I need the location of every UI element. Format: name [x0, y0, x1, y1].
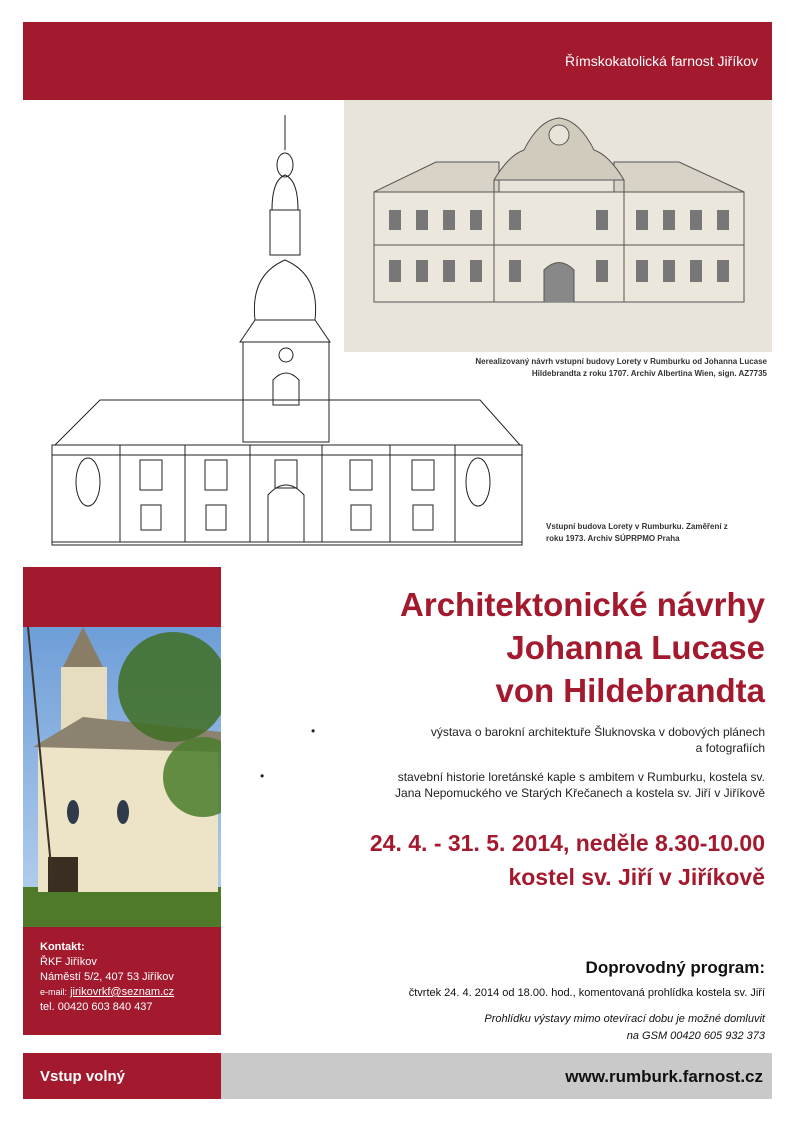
church-photo	[23, 627, 221, 927]
church-elevation-drawing	[40, 110, 540, 550]
bullet-item	[280, 769, 765, 801]
bullet-item	[330, 724, 765, 756]
program-note-line: na GSM 00420 605 932 373	[626, 1030, 765, 1042]
entry-box	[23, 1053, 221, 1099]
program-heading: Doprovodný program:	[585, 958, 765, 977]
exhibition-title	[240, 583, 765, 712]
email-label: e-mail:	[40, 987, 68, 997]
event-info	[240, 826, 765, 894]
website-link[interactable]: www.rumburk.farnost.cz	[565, 1067, 763, 1086]
lorety-design-caption	[440, 356, 767, 380]
bullet-line: Jana Nepomuckého ve Starých Křečanech a kostela sv. Jiří v Jiříkově	[395, 786, 765, 800]
header-bar	[23, 22, 772, 100]
program-note	[340, 1011, 765, 1045]
event-dates: 24. 4. - 31. 5. 2014, neděle 8.30-10.00	[369, 830, 765, 856]
program-note-line: Prohlídku výstavy mimo otevírací dobu je možné domluvit	[484, 1013, 765, 1025]
caption-line: Vstupní budova Lorety v Rumburku. Zaměření z	[546, 522, 728, 531]
contact-name: ŘKF Jiříkov	[40, 956, 97, 968]
bullet-dot: •	[260, 769, 265, 783]
caption-line: Nerealizovaný návrh vstupní budovy Lorety v Rumburku od Johanna Lucase	[475, 357, 767, 366]
entry-label: Vstup volný	[40, 1068, 126, 1085]
lorety-survey-caption	[546, 521, 766, 545]
title-line: Architektonické návrhy	[400, 586, 765, 623]
bullet-line: stavební historie loretánské kaple s ambitem v Rumburku, kostela sv.	[397, 770, 765, 784]
bullet-line: výstava o barokní architektuře Šluknovska v dobových plánech	[430, 725, 765, 739]
contact-address: Náměstí 5/2, 407 53 Jiříkov	[40, 971, 174, 983]
title-line: von Hildebrandta	[495, 672, 765, 709]
program-line: čtvrtek 24. 4. 2014 od 18.00. hod., komentovaná prohlídka kostela sv. Jiří	[408, 987, 765, 999]
title-line: Johanna Lucase	[506, 629, 765, 666]
email-link[interactable]: jirikovrkf@seznam.cz	[70, 986, 175, 998]
event-place: kostel sv. Jiří v Jiříkově	[508, 864, 765, 890]
footer-bar	[221, 1053, 772, 1099]
bullet-dot: •	[311, 724, 316, 738]
contact-phone: tel. 00420 603 840 437	[40, 1001, 153, 1013]
organization-name: Římskokatolická farnost Jiříkov	[565, 53, 758, 69]
contact-heading: Kontakt:	[40, 941, 85, 953]
left-accent-block	[23, 567, 221, 627]
caption-line: Hildebrandta z roku 1707. Archiv Albertina Wien, sign. AZ7735	[531, 369, 767, 378]
contact-box	[23, 927, 221, 1035]
caption-line: roku 1973. Archiv SÚPRPMO Praha	[546, 534, 680, 543]
bullet-line: a fotografiích	[695, 741, 765, 755]
